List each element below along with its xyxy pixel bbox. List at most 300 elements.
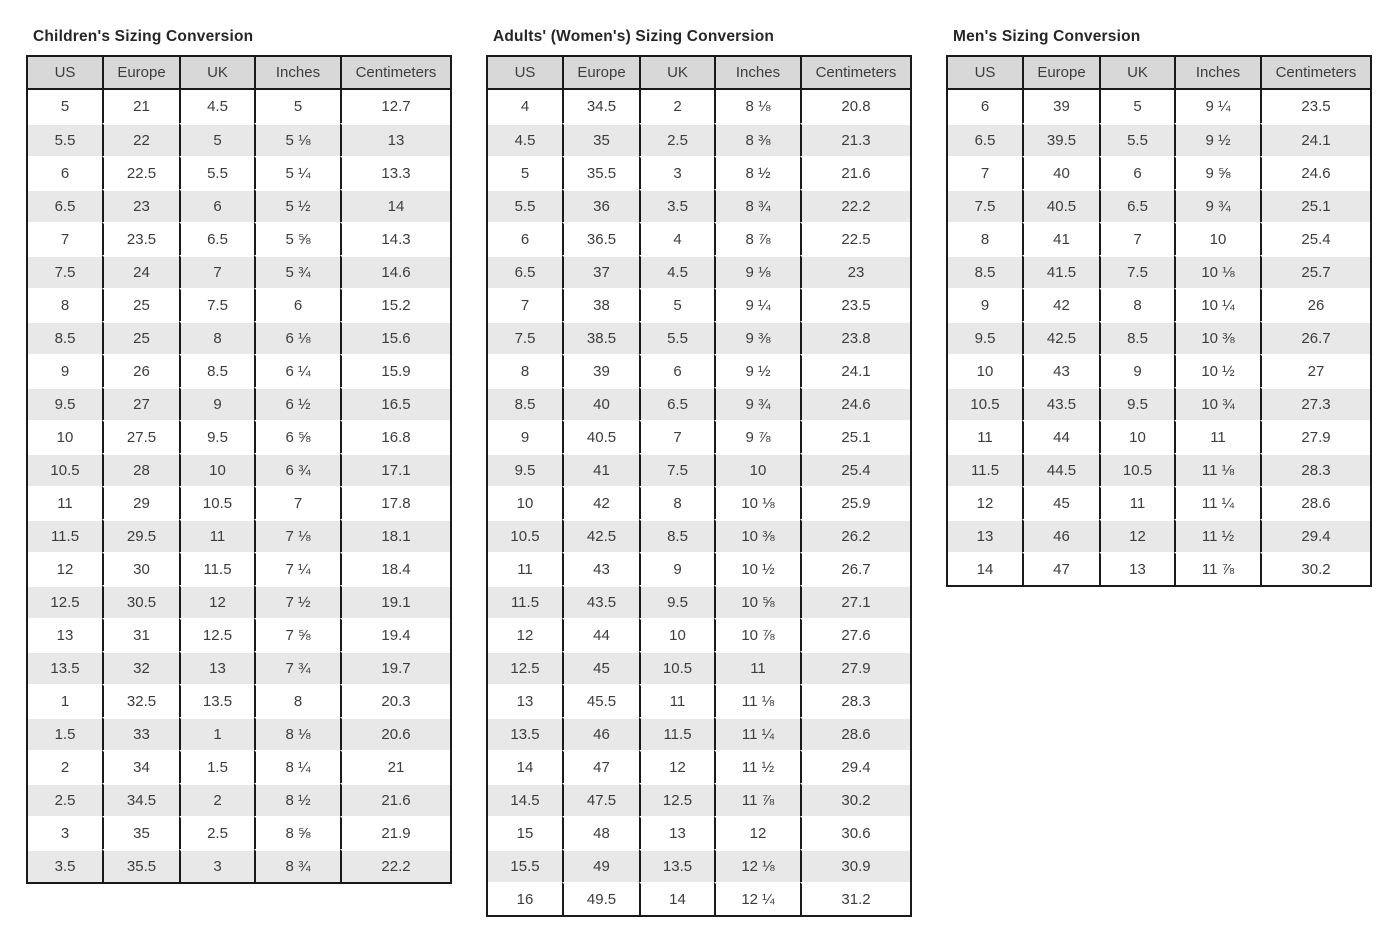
cell-us: 12 bbox=[948, 486, 1022, 519]
cell-europe: 40.5 bbox=[562, 420, 639, 453]
cell-inches: 11 ⅞ bbox=[1174, 552, 1260, 585]
cell-us: 6 bbox=[28, 156, 102, 189]
cell-us: 7.5 bbox=[28, 255, 102, 288]
cell-uk: 11.5 bbox=[179, 552, 254, 585]
cell-us: 11.5 bbox=[948, 453, 1022, 486]
cell-us: 5.5 bbox=[28, 123, 102, 156]
cell-centimeters: 30.6 bbox=[800, 816, 910, 849]
cell-inches: 8 ¾ bbox=[254, 849, 340, 882]
cell-inches: 9 ½ bbox=[1174, 123, 1260, 156]
cell-us: 8 bbox=[948, 222, 1022, 255]
cell-inches: 7 bbox=[254, 486, 340, 519]
cell-centimeters: 20.3 bbox=[340, 684, 450, 717]
cell-inches: 9 ⅜ bbox=[714, 321, 800, 354]
cell-centimeters: 25.1 bbox=[1260, 189, 1370, 222]
cell-uk: 2 bbox=[639, 90, 714, 123]
cell-uk: 4.5 bbox=[179, 90, 254, 123]
cell-europe: 43.5 bbox=[1022, 387, 1099, 420]
cell-centimeters: 30.9 bbox=[800, 849, 910, 882]
cell-us: 9.5 bbox=[28, 387, 102, 420]
cell-us: 7.5 bbox=[948, 189, 1022, 222]
cell-centimeters: 15.2 bbox=[340, 288, 450, 321]
cell-us: 1.5 bbox=[28, 717, 102, 750]
mens-header-row bbox=[948, 57, 1370, 90]
table-row bbox=[488, 453, 910, 486]
cell-centimeters: 14.6 bbox=[340, 255, 450, 288]
cell-centimeters: 17.8 bbox=[340, 486, 450, 519]
womens-table-title: Adults' (Women's) Sizing Conversion bbox=[493, 28, 775, 45]
cell-inches: 11 ⅛ bbox=[714, 684, 800, 717]
table-row bbox=[28, 651, 450, 684]
table-row bbox=[488, 519, 910, 552]
cell-europe: 21 bbox=[102, 90, 179, 123]
cell-us: 3 bbox=[28, 816, 102, 849]
column-header-uk: UK bbox=[639, 57, 714, 90]
cell-us: 3.5 bbox=[28, 849, 102, 882]
cell-inches: 11 ¼ bbox=[714, 717, 800, 750]
table-row bbox=[28, 222, 450, 255]
cell-centimeters: 28.3 bbox=[800, 684, 910, 717]
cell-us: 9 bbox=[948, 288, 1022, 321]
cell-us: 10 bbox=[948, 354, 1022, 387]
table-row bbox=[28, 255, 450, 288]
cell-us: 16 bbox=[488, 882, 562, 915]
cell-centimeters: 26.2 bbox=[800, 519, 910, 552]
cell-uk: 9.5 bbox=[179, 420, 254, 453]
cell-uk: 13 bbox=[179, 651, 254, 684]
column-header-uk: UK bbox=[179, 57, 254, 90]
cell-inches: 7 ½ bbox=[254, 585, 340, 618]
cell-us: 9 bbox=[28, 354, 102, 387]
cell-us: 12.5 bbox=[28, 585, 102, 618]
cell-europe: 28 bbox=[102, 453, 179, 486]
cell-centimeters: 25.7 bbox=[1260, 255, 1370, 288]
table-row bbox=[28, 486, 450, 519]
cell-inches: 9 ¼ bbox=[1174, 90, 1260, 123]
cell-us: 11.5 bbox=[488, 585, 562, 618]
cell-uk: 8.5 bbox=[179, 354, 254, 387]
table-row bbox=[488, 717, 910, 750]
cell-uk: 1.5 bbox=[179, 750, 254, 783]
cell-centimeters: 23.8 bbox=[800, 321, 910, 354]
cell-uk: 10.5 bbox=[1099, 453, 1174, 486]
cell-uk: 5 bbox=[179, 123, 254, 156]
table-row bbox=[488, 882, 910, 915]
cell-inches: 7 ¾ bbox=[254, 651, 340, 684]
cell-uk: 11 bbox=[639, 684, 714, 717]
cell-inches: 10 ⅜ bbox=[1174, 321, 1260, 354]
column-header-centimeters: Centimeters bbox=[800, 57, 910, 90]
cell-europe: 42 bbox=[1022, 288, 1099, 321]
cell-inches: 8 ½ bbox=[714, 156, 800, 189]
cell-centimeters: 23 bbox=[800, 255, 910, 288]
cell-centimeters: 25.9 bbox=[800, 486, 910, 519]
cell-us: 1 bbox=[28, 684, 102, 717]
cell-inches: 9 ¾ bbox=[1174, 189, 1260, 222]
cell-inches: 5 ¼ bbox=[254, 156, 340, 189]
cell-us: 4.5 bbox=[488, 123, 562, 156]
children-table-title: Children's Sizing Conversion bbox=[33, 28, 254, 45]
cell-uk: 10.5 bbox=[179, 486, 254, 519]
cell-us: 13.5 bbox=[28, 651, 102, 684]
table-row bbox=[948, 486, 1370, 519]
cell-centimeters: 21.6 bbox=[800, 156, 910, 189]
children-header-row bbox=[28, 57, 450, 90]
cell-inches: 8 bbox=[254, 684, 340, 717]
table-row bbox=[28, 750, 450, 783]
cell-us: 4 bbox=[488, 90, 562, 123]
cell-uk: 13.5 bbox=[639, 849, 714, 882]
cell-europe: 30 bbox=[102, 552, 179, 585]
cell-inches: 8 ⅝ bbox=[254, 816, 340, 849]
cell-europe: 48 bbox=[562, 816, 639, 849]
cell-inches: 8 ½ bbox=[254, 783, 340, 816]
cell-uk: 8.5 bbox=[1099, 321, 1174, 354]
cell-centimeters: 27.9 bbox=[800, 651, 910, 684]
table-row bbox=[488, 750, 910, 783]
cell-inches: 11 bbox=[714, 651, 800, 684]
cell-inches: 7 ⅝ bbox=[254, 618, 340, 651]
cell-inches: 11 ⅞ bbox=[714, 783, 800, 816]
cell-uk: 10.5 bbox=[639, 651, 714, 684]
table-row bbox=[28, 453, 450, 486]
cell-uk: 3 bbox=[179, 849, 254, 882]
cell-centimeters: 26.7 bbox=[1260, 321, 1370, 354]
cell-europe: 34 bbox=[102, 750, 179, 783]
cell-uk: 5 bbox=[1099, 90, 1174, 123]
cell-europe: 42.5 bbox=[562, 519, 639, 552]
table-row bbox=[28, 816, 450, 849]
table-row bbox=[28, 90, 450, 123]
cell-centimeters: 25.4 bbox=[800, 453, 910, 486]
cell-uk: 3 bbox=[639, 156, 714, 189]
cell-europe: 46 bbox=[1022, 519, 1099, 552]
cell-europe: 40 bbox=[1022, 156, 1099, 189]
cell-europe: 43 bbox=[562, 552, 639, 585]
cell-inches: 10 ¾ bbox=[1174, 387, 1260, 420]
cell-us: 6.5 bbox=[488, 255, 562, 288]
table-row bbox=[28, 783, 450, 816]
table-row bbox=[948, 321, 1370, 354]
cell-europe: 43.5 bbox=[562, 585, 639, 618]
cell-uk: 5.5 bbox=[1099, 123, 1174, 156]
cell-us: 13 bbox=[948, 519, 1022, 552]
cell-inches: 10 ⅛ bbox=[1174, 255, 1260, 288]
cell-europe: 43 bbox=[1022, 354, 1099, 387]
table-row bbox=[948, 189, 1370, 222]
mens-sizing-section bbox=[946, 28, 1372, 587]
cell-inches: 9 ⅛ bbox=[714, 255, 800, 288]
table-row bbox=[488, 156, 910, 189]
cell-inches: 11 ⅛ bbox=[1174, 453, 1260, 486]
cell-inches: 10 ¼ bbox=[1174, 288, 1260, 321]
womens-header-row bbox=[488, 57, 910, 90]
cell-us: 8.5 bbox=[488, 387, 562, 420]
cell-centimeters: 18.1 bbox=[340, 519, 450, 552]
table-row bbox=[948, 420, 1370, 453]
cell-uk: 14 bbox=[639, 882, 714, 915]
cell-centimeters: 22.2 bbox=[800, 189, 910, 222]
cell-us: 14.5 bbox=[488, 783, 562, 816]
cell-inches: 11 bbox=[1174, 420, 1260, 453]
cell-centimeters: 28.6 bbox=[1260, 486, 1370, 519]
cell-centimeters: 22.2 bbox=[340, 849, 450, 882]
table-row bbox=[28, 552, 450, 585]
column-header-europe: Europe bbox=[562, 57, 639, 90]
cell-centimeters: 24.1 bbox=[1260, 123, 1370, 156]
cell-centimeters: 12.7 bbox=[340, 90, 450, 123]
cell-uk: 6 bbox=[179, 189, 254, 222]
cell-inches: 5 ⅝ bbox=[254, 222, 340, 255]
cell-centimeters: 15.9 bbox=[340, 354, 450, 387]
cell-inches: 6 ⅝ bbox=[254, 420, 340, 453]
cell-inches: 6 ¼ bbox=[254, 354, 340, 387]
mens-sizing-table bbox=[946, 55, 1372, 587]
cell-uk: 6.5 bbox=[639, 387, 714, 420]
cell-centimeters: 22.5 bbox=[800, 222, 910, 255]
cell-inches: 10 ½ bbox=[714, 552, 800, 585]
cell-uk: 13.5 bbox=[179, 684, 254, 717]
cell-uk: 7.5 bbox=[179, 288, 254, 321]
cell-us: 11.5 bbox=[28, 519, 102, 552]
cell-uk: 10 bbox=[1099, 420, 1174, 453]
cell-inches: 10 ⅛ bbox=[714, 486, 800, 519]
table-row bbox=[488, 783, 910, 816]
column-header-centimeters: Centimeters bbox=[340, 57, 450, 90]
cell-centimeters: 25.4 bbox=[1260, 222, 1370, 255]
cell-us: 14 bbox=[948, 552, 1022, 585]
cell-inches: 6 ½ bbox=[254, 387, 340, 420]
table-row bbox=[948, 123, 1370, 156]
cell-inches: 11 ¼ bbox=[1174, 486, 1260, 519]
cell-europe: 37 bbox=[562, 255, 639, 288]
cell-us: 14 bbox=[488, 750, 562, 783]
table-row bbox=[488, 420, 910, 453]
cell-inches: 9 ¼ bbox=[714, 288, 800, 321]
womens-sizing-table bbox=[486, 55, 912, 917]
cell-europe: 40.5 bbox=[1022, 189, 1099, 222]
table-row bbox=[488, 387, 910, 420]
cell-europe: 47 bbox=[1022, 552, 1099, 585]
cell-uk: 7 bbox=[1099, 222, 1174, 255]
table-row bbox=[488, 618, 910, 651]
cell-us: 2 bbox=[28, 750, 102, 783]
cell-inches: 10 ½ bbox=[1174, 354, 1260, 387]
cell-centimeters: 24.1 bbox=[800, 354, 910, 387]
cell-us: 9.5 bbox=[488, 453, 562, 486]
table-row bbox=[28, 717, 450, 750]
cell-uk: 5.5 bbox=[179, 156, 254, 189]
cell-europe: 41 bbox=[1022, 222, 1099, 255]
cell-inches: 12 bbox=[714, 816, 800, 849]
cell-inches: 5 ¾ bbox=[254, 255, 340, 288]
cell-us: 8 bbox=[488, 354, 562, 387]
table-row bbox=[488, 354, 910, 387]
cell-europe: 44 bbox=[1022, 420, 1099, 453]
table-row bbox=[28, 321, 450, 354]
cell-uk: 9 bbox=[179, 387, 254, 420]
cell-us: 12 bbox=[488, 618, 562, 651]
cell-europe: 45 bbox=[562, 651, 639, 684]
cell-centimeters: 23.5 bbox=[800, 288, 910, 321]
cell-centimeters: 15.6 bbox=[340, 321, 450, 354]
cell-uk: 2 bbox=[179, 783, 254, 816]
cell-us: 10.5 bbox=[488, 519, 562, 552]
cell-centimeters: 20.6 bbox=[340, 717, 450, 750]
cell-uk: 5.5 bbox=[639, 321, 714, 354]
cell-uk: 8 bbox=[639, 486, 714, 519]
cell-centimeters: 17.1 bbox=[340, 453, 450, 486]
cell-europe: 23 bbox=[102, 189, 179, 222]
cell-us: 10 bbox=[488, 486, 562, 519]
cell-europe: 32 bbox=[102, 651, 179, 684]
cell-europe: 38.5 bbox=[562, 321, 639, 354]
cell-us: 5.5 bbox=[488, 189, 562, 222]
table-row bbox=[488, 222, 910, 255]
cell-inches: 7 ⅛ bbox=[254, 519, 340, 552]
cell-uk: 9 bbox=[1099, 354, 1174, 387]
cell-europe: 35.5 bbox=[562, 156, 639, 189]
cell-inches: 10 ⅞ bbox=[714, 618, 800, 651]
table-row bbox=[28, 849, 450, 882]
cell-centimeters: 16.8 bbox=[340, 420, 450, 453]
cell-europe: 32.5 bbox=[102, 684, 179, 717]
cell-centimeters: 19.1 bbox=[340, 585, 450, 618]
cell-centimeters: 13 bbox=[340, 123, 450, 156]
cell-europe: 49.5 bbox=[562, 882, 639, 915]
cell-europe: 27 bbox=[102, 387, 179, 420]
table-row bbox=[28, 519, 450, 552]
cell-uk: 9.5 bbox=[639, 585, 714, 618]
cell-us: 11 bbox=[28, 486, 102, 519]
cell-uk: 8.5 bbox=[639, 519, 714, 552]
womens-sizing-section bbox=[486, 28, 912, 917]
cell-uk: 12 bbox=[639, 750, 714, 783]
cell-centimeters: 26.7 bbox=[800, 552, 910, 585]
cell-centimeters: 27.1 bbox=[800, 585, 910, 618]
cell-us: 2.5 bbox=[28, 783, 102, 816]
table-row bbox=[488, 123, 910, 156]
cell-uk: 10 bbox=[639, 618, 714, 651]
cell-uk: 11.5 bbox=[639, 717, 714, 750]
cell-europe: 24 bbox=[102, 255, 179, 288]
cell-europe: 42.5 bbox=[1022, 321, 1099, 354]
table-row bbox=[28, 156, 450, 189]
cell-us: 7.5 bbox=[488, 321, 562, 354]
cell-inches: 8 ⅛ bbox=[714, 90, 800, 123]
cell-centimeters: 27.6 bbox=[800, 618, 910, 651]
cell-europe: 25 bbox=[102, 288, 179, 321]
cell-europe: 47 bbox=[562, 750, 639, 783]
cell-centimeters: 24.6 bbox=[800, 387, 910, 420]
table-row bbox=[948, 222, 1370, 255]
cell-us: 12.5 bbox=[488, 651, 562, 684]
table-row bbox=[948, 288, 1370, 321]
cell-uk: 7 bbox=[639, 420, 714, 453]
cell-uk: 8 bbox=[179, 321, 254, 354]
table-row bbox=[28, 189, 450, 222]
cell-centimeters: 27.3 bbox=[1260, 387, 1370, 420]
cell-uk: 11 bbox=[1099, 486, 1174, 519]
cell-europe: 44.5 bbox=[1022, 453, 1099, 486]
cell-europe: 30.5 bbox=[102, 585, 179, 618]
table-row bbox=[488, 816, 910, 849]
cell-europe: 36 bbox=[562, 189, 639, 222]
cell-europe: 41 bbox=[562, 453, 639, 486]
mens-table-title: Men's Sizing Conversion bbox=[953, 28, 1141, 45]
cell-inches: 9 ⅝ bbox=[1174, 156, 1260, 189]
cell-us: 7 bbox=[488, 288, 562, 321]
cell-europe: 46 bbox=[562, 717, 639, 750]
cell-us: 8.5 bbox=[28, 321, 102, 354]
cell-europe: 29 bbox=[102, 486, 179, 519]
cell-europe: 22.5 bbox=[102, 156, 179, 189]
table-row bbox=[948, 519, 1370, 552]
table-row bbox=[488, 684, 910, 717]
table-row bbox=[488, 486, 910, 519]
cell-us: 5 bbox=[28, 90, 102, 123]
column-header-uk: UK bbox=[1099, 57, 1174, 90]
cell-us: 6.5 bbox=[948, 123, 1022, 156]
children-sizing-section bbox=[26, 28, 452, 884]
cell-uk: 6 bbox=[1099, 156, 1174, 189]
cell-uk: 2.5 bbox=[639, 123, 714, 156]
cell-centimeters: 19.4 bbox=[340, 618, 450, 651]
cell-us: 6 bbox=[488, 222, 562, 255]
cell-inches: 10 ⅜ bbox=[714, 519, 800, 552]
cell-europe: 40 bbox=[562, 387, 639, 420]
cell-centimeters: 24.6 bbox=[1260, 156, 1370, 189]
cell-uk: 12 bbox=[1099, 519, 1174, 552]
cell-us: 11 bbox=[488, 552, 562, 585]
cell-us: 6.5 bbox=[28, 189, 102, 222]
cell-uk: 9.5 bbox=[1099, 387, 1174, 420]
cell-europe: 27.5 bbox=[102, 420, 179, 453]
cell-inches: 5 ½ bbox=[254, 189, 340, 222]
cell-inches: 10 ⅝ bbox=[714, 585, 800, 618]
cell-centimeters: 21 bbox=[340, 750, 450, 783]
table-row bbox=[948, 453, 1370, 486]
cell-centimeters: 28.6 bbox=[800, 717, 910, 750]
cell-europe: 49 bbox=[562, 849, 639, 882]
cell-centimeters: 27.9 bbox=[1260, 420, 1370, 453]
column-header-us: US bbox=[488, 57, 562, 90]
table-row bbox=[488, 189, 910, 222]
cell-inches: 6 ⅛ bbox=[254, 321, 340, 354]
cell-europe: 38 bbox=[562, 288, 639, 321]
column-header-inches: Inches bbox=[714, 57, 800, 90]
cell-europe: 39 bbox=[1022, 90, 1099, 123]
table-row bbox=[488, 651, 910, 684]
cell-centimeters: 20.8 bbox=[800, 90, 910, 123]
cell-europe: 41.5 bbox=[1022, 255, 1099, 288]
cell-inches: 9 ¾ bbox=[714, 387, 800, 420]
column-header-centimeters: Centimeters bbox=[1260, 57, 1370, 90]
cell-inches: 9 ½ bbox=[714, 354, 800, 387]
column-header-inches: Inches bbox=[1174, 57, 1260, 90]
cell-us: 7 bbox=[948, 156, 1022, 189]
cell-inches: 6 bbox=[254, 288, 340, 321]
cell-us: 13.5 bbox=[488, 717, 562, 750]
cell-inches: 10 bbox=[714, 453, 800, 486]
cell-us: 13 bbox=[488, 684, 562, 717]
cell-uk: 10 bbox=[179, 453, 254, 486]
children-sizing-table bbox=[26, 55, 452, 884]
cell-inches: 11 ½ bbox=[1174, 519, 1260, 552]
table-row bbox=[488, 585, 910, 618]
cell-us: 15.5 bbox=[488, 849, 562, 882]
cell-uk: 13 bbox=[1099, 552, 1174, 585]
